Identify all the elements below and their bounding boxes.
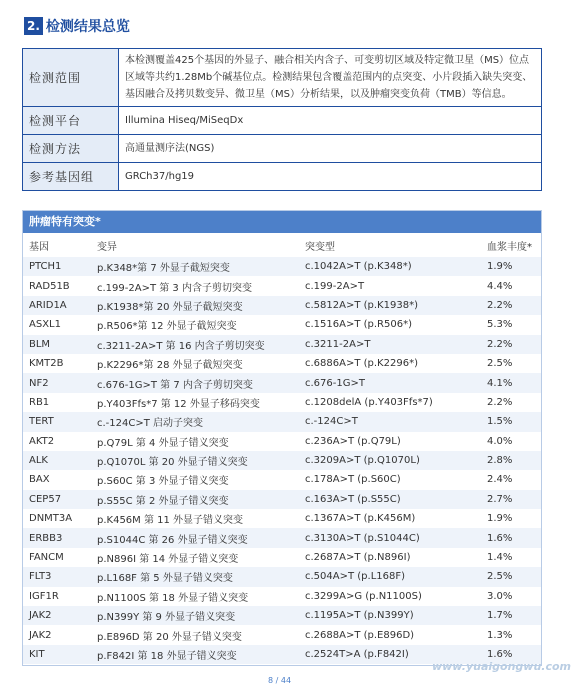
variant-cell: p.K2296*第 28 外显子截短突变 xyxy=(91,354,299,373)
abundance-cell: 2.2% xyxy=(481,335,541,354)
info-value: 本检测覆盖425个基因的外显子、融合相关内含子、可变剪切区域及特定微卫星（MS）位点区域等共约1.28Mb个碱基位点。检测结果包含覆盖范围内的点突变、小片段插入缺失突变、基因融合及拷贝数变异、微卫星（MS）分析结果，以及肿瘤突变负荷（TMB）等信息。 xyxy=(119,49,542,107)
abundance-cell: 1.6% xyxy=(481,645,541,664)
table-row xyxy=(23,509,541,528)
gene-cell: JAK2 xyxy=(23,606,91,625)
gene-cell: BAX xyxy=(23,470,91,489)
mutation-type-cell: c.1042A>T (p.K348*) xyxy=(299,257,481,276)
table-row xyxy=(23,354,541,373)
table-row xyxy=(23,315,541,334)
mutation-type-cell: c.1208delA (p.Y403Ffs*7) xyxy=(299,393,481,412)
section-title xyxy=(24,16,130,36)
page-number: 8 / 44 xyxy=(268,676,292,685)
mutation-type-cell: c.6886A>T (p.K2296*) xyxy=(299,354,481,373)
variant-cell: p.Y403Ffs*7 第 12 外显子移码突变 xyxy=(91,393,299,412)
abundance-cell: 4.1% xyxy=(481,373,541,392)
table-row xyxy=(23,567,541,586)
info-table xyxy=(22,48,542,191)
table-row xyxy=(23,528,541,547)
info-row-reference xyxy=(23,163,542,191)
table-row xyxy=(23,296,541,315)
abundance-cell: 2.8% xyxy=(481,451,541,470)
header-mutation-type: 突变型 xyxy=(305,241,335,253)
mutation-type-cell: c.163A>T (p.S55C) xyxy=(299,490,481,509)
abundance-cell: 4.4% xyxy=(481,276,541,295)
variant-cell: p.K348*第 7 外显子截短突变 xyxy=(91,257,299,276)
info-row-scope xyxy=(23,49,542,107)
table-row xyxy=(23,451,541,470)
table-row xyxy=(23,625,541,644)
header-variant: 变异 xyxy=(97,241,117,253)
abundance-cell: 1.7% xyxy=(481,606,541,625)
table-row xyxy=(23,257,541,276)
gene-cell: ARID1A xyxy=(23,296,91,315)
variant-cell: p.S60C 第 3 外显子错义突变 xyxy=(91,470,299,489)
mutation-panel-title: 肿瘤特有突变* xyxy=(23,211,541,233)
gene-cell: AKT2 xyxy=(23,432,91,451)
gene-cell: ASXL1 xyxy=(23,315,91,334)
info-value: Illumina Hiseq/MiSeqDx xyxy=(119,107,542,135)
gene-cell: ERBB3 xyxy=(23,528,91,547)
mutation-type-cell: c.-124C>T xyxy=(299,412,481,431)
table-row xyxy=(23,470,541,489)
abundance-cell: 5.3% xyxy=(481,315,541,334)
variant-cell: p.Q79L 第 4 外显子错义突变 xyxy=(91,432,299,451)
variant-cell: c.3211-2A>T 第 16 内含子剪切突变 xyxy=(91,335,299,354)
abundance-cell: 1.6% xyxy=(481,528,541,547)
variant-cell: p.L168F 第 5 外显子错义突变 xyxy=(91,567,299,586)
mutation-type-cell: c.2688A>T (p.E896D) xyxy=(299,625,481,644)
abundance-cell: 1.5% xyxy=(481,412,541,431)
variant-cell: p.F842I 第 18 外显子错义突变 xyxy=(91,645,299,664)
header-plasma-abundance: 血浆丰度* xyxy=(487,241,532,253)
table-row xyxy=(23,393,541,412)
mutation-type-cell: c.1367A>T (p.K456M) xyxy=(299,509,481,528)
gene-cell: ALK xyxy=(23,451,91,470)
mutation-type-cell: c.178A>T (p.S60C) xyxy=(299,470,481,489)
mutation-type-cell: c.504A>T (p.L168F) xyxy=(299,567,481,586)
mutation-type-cell: c.2687A>T (p.N896I) xyxy=(299,548,481,567)
variant-cell: p.N896I 第 14 外显子错义突变 xyxy=(91,548,299,567)
abundance-cell: 2.5% xyxy=(481,567,541,586)
mutation-type-cell: c.3209A>T (p.Q1070L) xyxy=(299,451,481,470)
table-row xyxy=(23,276,541,295)
section-number: 2. xyxy=(24,17,43,35)
mutation-type-cell: c.676-1G>T xyxy=(299,373,481,392)
table-row xyxy=(23,432,541,451)
abundance-cell: 3.0% xyxy=(481,587,541,606)
variant-cell: c.199-2A>T 第 3 内含子剪切突变 xyxy=(91,276,299,295)
mutation-type-cell: c.1195A>T (p.N399Y) xyxy=(299,606,481,625)
gene-cell: BLM xyxy=(23,335,91,354)
variant-cell: c.676-1G>T 第 7 内含子剪切突变 xyxy=(91,373,299,392)
abundance-cell: 2.2% xyxy=(481,296,541,315)
mutation-type-cell: c.1516A>T (p.R506*) xyxy=(299,315,481,334)
gene-cell: FLT3 xyxy=(23,567,91,586)
variant-cell: p.R506*第 12 外显子截短突变 xyxy=(91,315,299,334)
abundance-cell: 2.5% xyxy=(481,354,541,373)
table-row xyxy=(23,335,541,354)
variant-cell: p.K456M 第 11 外显子错义突变 xyxy=(91,509,299,528)
variant-cell: p.S55C 第 2 外显子错义突变 xyxy=(91,490,299,509)
mutation-type-cell: c.3299A>G (p.N1100S) xyxy=(299,587,481,606)
gene-cell: TERT xyxy=(23,412,91,431)
mutation-type-cell: c.5812A>T (p.K1938*) xyxy=(299,296,481,315)
variant-cell: c.-124C>T 启动子突变 xyxy=(91,412,299,431)
watermark: www.yuaigongwu.com xyxy=(431,660,571,673)
table-row xyxy=(23,548,541,567)
header-gene: 基因 xyxy=(29,241,49,253)
variant-cell: p.K1938*第 20 外显子截短突变 xyxy=(91,296,299,315)
gene-cell: PTCH1 xyxy=(23,257,91,276)
abundance-cell: 2.7% xyxy=(481,490,541,509)
info-label: 检测平台 xyxy=(23,107,119,135)
abundance-cell: 1.4% xyxy=(481,548,541,567)
abundance-cell: 4.0% xyxy=(481,432,541,451)
table-row xyxy=(23,587,541,606)
table-row xyxy=(23,606,541,625)
gene-cell: RAD51B xyxy=(23,276,91,295)
gene-cell: RB1 xyxy=(23,393,91,412)
variant-cell: p.N399Y 第 9 外显子错义突变 xyxy=(91,606,299,625)
mutation-panel xyxy=(22,210,542,666)
abundance-cell: 1.9% xyxy=(481,257,541,276)
mutation-type-cell: c.2524T>A (p.F842I) xyxy=(299,645,481,664)
variant-cell: p.E896D 第 20 外显子错义突变 xyxy=(91,625,299,644)
section-heading: 检测结果总览 xyxy=(45,19,130,35)
abundance-cell: 2.4% xyxy=(481,470,541,489)
mutation-table xyxy=(23,233,541,664)
abundance-cell: 1.3% xyxy=(481,625,541,644)
gene-cell: KIT xyxy=(23,645,91,664)
info-value: 高通量测序法(NGS) xyxy=(119,135,542,163)
table-row xyxy=(23,373,541,392)
info-value: GRCh37/hg19 xyxy=(119,163,542,191)
gene-cell: DNMT3A xyxy=(23,509,91,528)
mutation-type-cell: c.236A>T (p.Q79L) xyxy=(299,432,481,451)
variant-cell: p.N1100S 第 18 外显子错义突变 xyxy=(91,587,299,606)
info-row-platform xyxy=(23,107,542,135)
gene-cell: CEP57 xyxy=(23,490,91,509)
info-row-method xyxy=(23,135,542,163)
info-label: 检测范围 xyxy=(23,49,119,107)
mutation-type-cell: c.3211-2A>T xyxy=(299,335,481,354)
mutation-type-cell: c.3130A>T (p.S1044C) xyxy=(299,528,481,547)
gene-cell: IGF1R xyxy=(23,587,91,606)
info-label: 参考基因组 xyxy=(23,163,119,191)
mutation-type-cell: c.199-2A>T xyxy=(299,276,481,295)
variant-cell: p.S1044C 第 26 外显子错义突变 xyxy=(91,528,299,547)
abundance-cell: 2.2% xyxy=(481,393,541,412)
variant-cell: p.Q1070L 第 20 外显子错义突变 xyxy=(91,451,299,470)
table-row xyxy=(23,412,541,431)
table-row xyxy=(23,490,541,509)
gene-cell: NF2 xyxy=(23,373,91,392)
mutation-header-row xyxy=(23,233,541,257)
gene-cell: JAK2 xyxy=(23,625,91,644)
info-label: 检测方法 xyxy=(23,135,119,163)
gene-cell: KMT2B xyxy=(23,354,91,373)
gene-cell: FANCM xyxy=(23,548,91,567)
abundance-cell: 1.9% xyxy=(481,509,541,528)
